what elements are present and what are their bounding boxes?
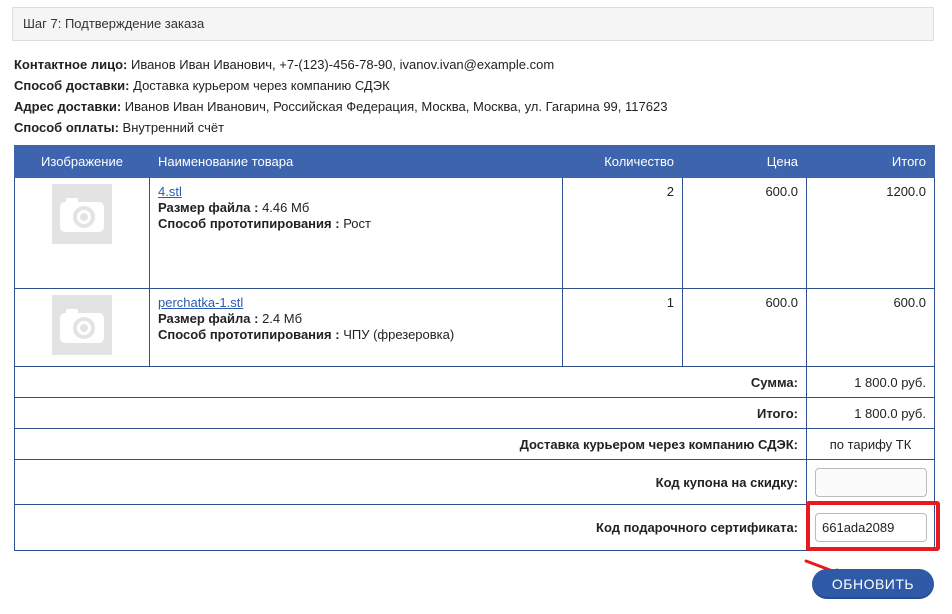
- product-name-cell: [150, 178, 563, 289]
- camera-placeholder-icon: [52, 184, 112, 244]
- file-size-value: 4.46 Мб: [262, 200, 310, 215]
- grand-total-row: [15, 398, 935, 429]
- shipping-row: [15, 429, 935, 460]
- header-name: Наименование товара: [150, 146, 563, 178]
- price-cell: 600.0: [683, 178, 807, 289]
- address-line: [14, 98, 934, 119]
- file-size-line: [158, 311, 554, 327]
- product-link[interactable]: perchatka-1.stl: [158, 295, 244, 310]
- delivery-line: [14, 77, 934, 98]
- coupon-row: [15, 460, 935, 505]
- file-size-line: [158, 200, 554, 216]
- camera-placeholder-icon: [52, 295, 112, 355]
- payment-label: Способ оплаты:: [14, 120, 119, 135]
- certificate-label: Код подарочного сертификата:: [15, 505, 807, 551]
- coupon-input[interactable]: [815, 468, 927, 497]
- certificate-input[interactable]: [815, 513, 927, 542]
- product-image-cell: [15, 178, 150, 289]
- product-name-cell: [150, 289, 563, 367]
- shipping-value: по тарифу ТК: [807, 429, 935, 460]
- total-cell: 600.0: [807, 289, 935, 367]
- coupon-label: Код купона на скидку:: [15, 460, 807, 505]
- grand-total-value: 1 800.0 руб.: [807, 398, 935, 429]
- contact-label: Контактное лицо:: [14, 57, 128, 72]
- method-value: ЧПУ (фрезеровка): [343, 327, 455, 342]
- contact-value: Иванов Иван Иванович, +7-(123)-456-78-90, ivanov.ivan@example.com: [130, 57, 555, 72]
- table-header-row: [15, 146, 935, 178]
- address-value: Иванов Иван Иванович, Российская Федерация, Москва, Москва, ул. Гагарина 99, 117623: [124, 99, 668, 114]
- qty-cell: 1: [563, 289, 683, 367]
- contact-line: [14, 56, 934, 77]
- method-value: Рост: [343, 216, 371, 231]
- file-size-label: Размер файла :: [158, 200, 259, 215]
- sum-value: 1 800.0 руб.: [807, 367, 935, 398]
- method-line: [158, 216, 554, 232]
- shipping-label: Доставка курьером через компанию СДЭК:: [15, 429, 807, 460]
- header-image: Изображение: [15, 146, 150, 178]
- method-label: Способ прототипирования :: [158, 327, 340, 342]
- delivery-label: Способ доставки:: [14, 78, 130, 93]
- total-cell: 1200.0: [807, 178, 935, 289]
- file-size-label: Размер файла :: [158, 311, 259, 326]
- header-total: Итого: [807, 146, 935, 178]
- price-cell: 600.0: [683, 289, 807, 367]
- certificate-row: [15, 505, 935, 551]
- file-size-value: 2.4 Мб: [262, 311, 303, 326]
- product-image-cell: [15, 289, 150, 367]
- method-label: Способ прототипирования :: [158, 216, 340, 231]
- sum-row: [15, 367, 935, 398]
- delivery-value: Доставка курьером через компанию СДЭК: [133, 78, 390, 93]
- payment-value: Внутренний счёт: [122, 120, 225, 135]
- sum-label: Сумма:: [15, 367, 807, 398]
- order-table: [14, 145, 935, 551]
- grand-total-label: Итого:: [15, 398, 807, 429]
- header-price: Цена: [683, 146, 807, 178]
- update-button[interactable]: ОБНОВИТЬ: [812, 569, 934, 599]
- product-link[interactable]: 4.stl: [158, 184, 182, 199]
- method-line: [158, 327, 554, 343]
- payment-line: [14, 119, 934, 140]
- address-label: Адрес доставки:: [14, 99, 122, 114]
- coupon-cell: [807, 460, 935, 505]
- certificate-cell: [807, 505, 935, 551]
- header-qty: Количество: [563, 146, 683, 178]
- qty-cell: 2: [563, 178, 683, 289]
- table-row: [15, 289, 935, 367]
- table-row: [15, 178, 935, 289]
- step-header: Шаг 7: Подтверждение заказа: [12, 7, 934, 41]
- order-info: [14, 56, 934, 140]
